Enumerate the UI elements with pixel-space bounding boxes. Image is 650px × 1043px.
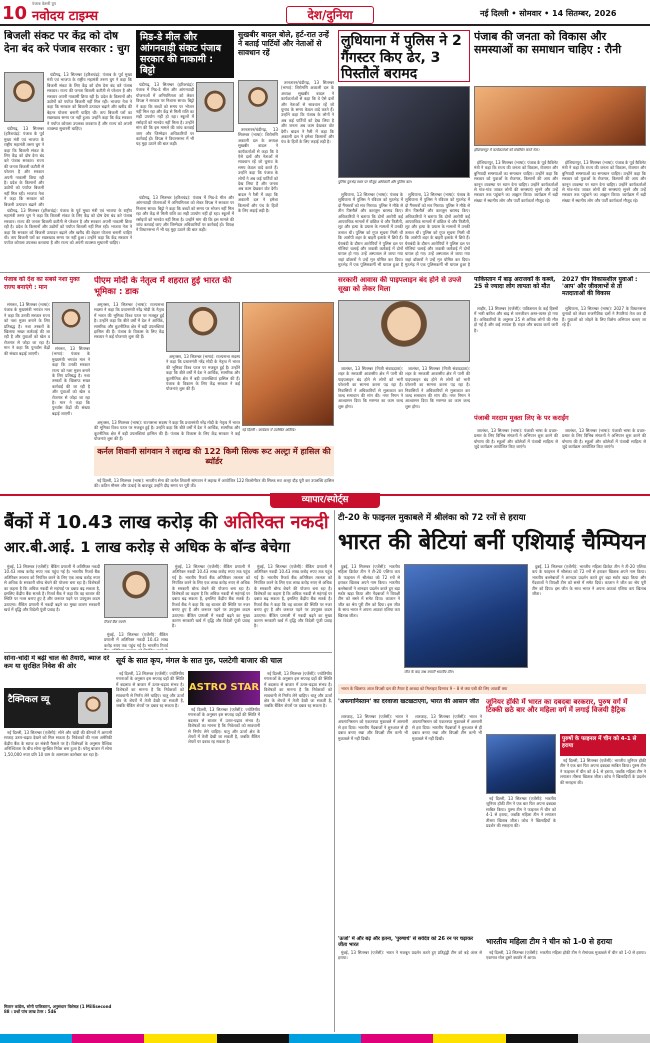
headline-astrology: सूर्य के सात कृप, मंगल के सात गुरु, पलटेगी बाजार की चाल	[116, 656, 283, 665]
hockey-final-box: पुरुषों के फाइनल में चीन को 4-1 से हराया	[560, 734, 646, 756]
article-women-hockey: नई दिल्ली, 13 सितम्बर (एजेंसी): भारतीय महिला हॉकी टीम ने रोमांचक मुकाबले में चीन को 1-0 से हराया। एकमात्र गोल दूसरे क्वार्टर में आया।	[486, 950, 646, 961]
technical-view-title: टैक्निकल व्यू	[8, 695, 50, 705]
print-color-bar	[0, 1034, 650, 1043]
divider	[4, 652, 332, 653]
article-pakistan-flood: लाहौर, 13 सितम्बर (एजेंसी): पाकिस्तान के कई हिस्सों में भारी बारिश और बाढ़ से जनजीवन अस्त-व्यस्त हो गया है। अधिकारियों के अनुसार 25 से अधिक लोगों की मौत हो गई है और कई लापता हैं। राहत और बचाव कार्य जारी है।	[474, 306, 558, 333]
headline-punjabi: पंजाबी मरदाम मुक्ता लिए के पर कराईंग	[474, 414, 569, 422]
headline-drug-free: पंजाब को देश का सबसे नशा मुक्त राज्य बनाएंगे : मान	[4, 276, 80, 291]
photo-encounter-site	[338, 86, 470, 178]
headline-junior-hockey: जूनियर हॉकी में भारत का दबदबा बरकरार, पुरुष वर्ग में टिक्की छठे बार और महिला वर्ग में लगाई विजयी हैट्रिक	[486, 698, 628, 715]
article-rbi-cont4: मुंबई, 13 सितम्बर (एजेंसी): बैंकिंग प्रणाली में अतिरिक्त नकदी 10.43 लाख करोड़ रुपए तक पहुंच गई है। भारतीय रिजर्व बैंक अतिरिक्त तरलता को नियंत्रित करने के लिए एक लाख करोड़ रुपए से अधिक के सरकारी बॉन्ड बेचने की योजना बना रहा है। विशेषज्ञों का कहना है कि अधिक नकदी से महंगाई पर दबाव बढ़ सकता है, इसलिए केंद्रीय बैंक सतर्क है। रिजर्व बैंक ने कहा कि वह बाजार की स्थिति पर नजर बनाए हुए है और जरूरत पड़ने पर उपयुक्त कदम उठाएगा। बैंकिंग प्रणाली में नकदी बढ़ने का मुख्य कारण सरकारी खर्च में वृद्धि और विदेशी पूंजी प्रवाह है।	[254, 564, 332, 629]
color-swatch	[433, 1034, 505, 1043]
news-ticker: भारत के खिलाफ आज विपक्षी दल की तैयार है आबदा को मिलाइए दिनराव 9 – 8 से क्या एबी की लिए आठवीं क्या	[338, 684, 646, 694]
article-modi: अमृतसर, 13 सितम्बर (भाषा): राज्यसभा सदस्य ने कहा कि प्रधानमंत्री नरेंद्र मोदी के नेतृत्व में भारत की भूमिका विश्व पटल पर मजबूत हुई है। उन्होंने कहा कि बीते वर्षों में देश ने आर्थिक, सामरिक और कूटनीतिक क्षेत्र में बड़ी उपलब्धियां हासिल की हैं। पंजाब के विकास के लिए केंद्र सरकार ने कई योजनाएं शुरू की हैं।	[94, 302, 164, 340]
photo-rally	[474, 86, 646, 146]
caption-encounter: पुलिस मुठभेड़ स्थल पर मौजूद अधिकारी और पुलिस बल।	[338, 180, 412, 184]
portrait-analyst	[78, 692, 108, 724]
divider	[0, 272, 650, 273]
article-encounter: लुधियाना, 13 सितम्बर (भाषा): पंजाब के लुधियाना में पुलिस ने रविवार को मुठभेड़ में दो गैंगस्टरों को मार गिराया। पुलिस ने मौके से तीन पिस्तौलें और कारतूस बरामद किए। अधिकारियों ने बताया कि दोनों आरोपी कई आपराधिक मामलों में वांछित थे और फिरौती, लूट और हत्या के प्रयास के मामलों में उनकी तलाश थी। पुलिस को गुप्त सूचना मिली थी कि आरोपी शहर के बाहरी इलाके में छिपे हैं। घेराबंदी के दौरान आरोपियों ने पुलिस दल पर गोलियां चलाईं और जवाबी कार्रवाई में दोनों घायल हो गए। उन्हें अस्पताल ले जाया गया जहां डॉक्टरों ने उन्हें मृत घोषित कर दिया। मुठभेड़ में एक पुलिसकर्मी भी घायल हुआ है	[338, 192, 403, 268]
article-asia-cup: दुबई, 13 सितम्बर (एजेंसी): भारतीय महिला क्रिकेट टीम ने टी-20 एशिया कप के फाइनल में श्रीलंका को 72 रनों से हराकर खिताब अपने नाम किया। भारतीय बल्लेबाजों ने शानदार प्रदर्शन करते हुए बड़ा स्कोर खड़ा किया और गेंदबाजों ने विपक्षी टीम को सस्ते में समेट दिया। कप्तान ने जीत का श्रेय पूरी टीम को दिया। इस जीत के साथ भारत ने अपना आठवां एशिया कप खिताब जीता।	[338, 564, 400, 618]
color-swatch	[289, 1034, 361, 1043]
dateline: नई दिल्ली • सोमवार • 14 सितम्बर, 2026	[480, 9, 617, 18]
article-afghanistan-cont: शारजाह, 13 सितम्बर (एजेंसी): भारत ने अफगानिस्तान को एकतरफा मुकाबले में आसानी से हरा दिया। भारतीय गेंदबाजों ने शुरुआत से ही दबाव बनाए रखा और विपक्षी टीम कभी भी मुकाबले में नहीं दिखी।	[412, 714, 482, 741]
headline-development: पंजाब की जनता को विकास और समस्याओं का समाधान चाहिए : रौनी	[474, 30, 622, 56]
page-number: 10	[2, 3, 28, 24]
headline-gold: सोना-चांदी में बढ़ी चाल की तैयारी, ब्याज दरें कम या सुरक्षित निवेश की ओर	[4, 655, 110, 670]
article-rbi: मुंबई, 13 सितम्बर (एजेंसी): बैंकिंग प्रणाली में अतिरिक्त नकदी 10.43 लाख करोड़ रुपए तक पहुंच गई है। भारतीय रिजर्व बैंक अतिरिक्त तरलता को नियंत्रित करने के लिए एक लाख करोड़ रुपए से अधिक के सरकारी बॉन्ड बेचने की योजना बना रहा है। विशेषज्ञों का कहना है कि अधिक नकदी से महंगाई पर दबाव बढ़ सकता है, इसलिए केंद्रीय बैंक सतर्क है। रिजर्व बैंक ने कहा कि वह बाजार की स्थिति पर नजर बनाए हुए है और जरूरत पड़ने पर उपयुक्त कदम उठाएगा। बैंकिंग प्रणाली में नकदी बढ़ने का मुख्य कारण सरकारी खर्च में वृद्धि और विदेशी पूंजी प्रवाह है।	[4, 564, 100, 613]
article-gold: नई दिल्ली, 13 सितम्बर (एजेंसी): सोने और चांदी की कीमतों में आगामी सप्ताह उतार-चढ़ाव देखने को मिल सकता है। निवेशकों की नजर अमेरिकी केंद्रीय बैंक के ब्याज दर संबंधी फैसले पर है। विशेषज्ञों के अनुसार वैश्विक अनिश्चितता के बीच सोना सुरक्षित निवेश बना हुआ है। घरेलू बाजार में सोना 1,50,000 रुपए प्रति 10 ग्राम के आसपास कारोबार कर रहा है।	[4, 730, 112, 757]
headline-bank-liquidity	[4, 512, 332, 536]
article-bottom-cricket: मुंबई, 13 सितम्बर (एजेंसी): भारत ने मजबूत प्रदर्शन करते हुए प्रतिद्वंद्वी टीम को बड़े अंतर से हराया।	[338, 950, 482, 961]
caption-event: नई दिल्ली : कार्यक्रम में उपस्थित अतिथि।	[242, 428, 296, 432]
portrait-bitto	[196, 82, 234, 132]
headline-pipeline: सरकारी आवास की पाइपलाइन बंद होने से उपजे सूखा को लेकर मिला	[338, 276, 462, 293]
headline-power-crisis: बिजली संकट पर केंद्र को दोष देना बंद करे पंजाब सरकार : चुग	[4, 30, 130, 55]
headline-colonel: कर्नल शिवानी सांगवान ने लद्दाख की 122 किमी सिल्क रूट अल्ट्रा में हासिल की ब्यॉर्डर	[94, 446, 334, 476]
article-midday-meal: चंडीगढ़, 13 सितम्बर (हरिशचंद्र): पंजाब में मिड-डे मील और आंगनवाड़ी योजनाओं में अनियमितता को लेकर विपक्ष ने सरकार पर निशाना साधा। बिट्टो ने कहा कि बच्चों को समय पर भोजन नहीं मिल रहा और केंद्र से मिली राशि का सही उपयोग नहीं हो रहा। स्कूलों में रसोइयों को मानदेय नहीं मिला है। उन्होंने मांग की कि इस मामले की जांच करवाई जाए और जिम्मेदार अधिकारियों पर कार्रवाई हो। विपक्ष ने विधानसभा में भी यह मुद्दा उठाने की बात कही।	[136, 82, 194, 147]
article-drug-free: संगरूर, 13 सितम्बर (भाषा): पंजाब के मुख्यमंत्री भगवंत मान ने कहा कि उनकी सरकार राज्य को नशा मुक्त बनाने के लिए प्रतिबद्ध है। नशा तस्करों के खिलाफ सख्त कार्रवाई की जा रही है और युवाओं को खेल व रोजगार से जोड़ा जा रहा है। मान ने कहा कि पुनर्वास केंद्रों की संख्या बढ़ाई जाएगी।	[4, 302, 50, 356]
article-rbi-cont2: मुंबई, 13 सितम्बर (एजेंसी): बैंकिंग प्रणाली में अतिरिक्त नकदी 10.43 लाख करोड़ रुपए तक पहुंच गई है। भारतीय रिजर्व	[104, 632, 168, 648]
newspaper-brand: नवोदय टाइम्स	[32, 9, 99, 24]
headline-2027: 2027 चीन विकासशील युवाओं : 'आप' और जीवलाभों से तो मतदाताओं की विकास	[562, 276, 638, 298]
headline-rbi-bonds: आर.बी.आई. 1 लाख करोड़ से अधिक के बॉन्ड बेचेगा	[4, 540, 290, 556]
article-asia-cup-cont: दुबई, 13 सितम्बर (एजेंसी): भारतीय महिला क्रिकेट टीम ने टी-20 एशिया कप के फाइनल में श्रीलंका को 72 रनों से हराकर खिताब अपने नाम किया। भारतीय बल्लेबाजों ने शानदार प्रदर्शन करते हुए बड़ा स्कोर खड़ा किया और गेंदबाजों ने विपक्षी टीम को सस्ते में समेट दिया। कप्तान ने जीत का श्रेय पूरी टीम को दिया। इस जीत के साथ भारत ने अपना आठवां एशिया कप खिताब जीता।	[532, 564, 646, 597]
article-midday-meal-cont: चंडीगढ़, 13 सितम्बर (हरिशचंद्र): पंजाब में मिड-डे मील और आंगनवाड़ी योजनाओं में अनियमितता को लेकर विपक्ष ने सरकार पर निशाना साधा। बिट्टो ने कहा कि बच्चों को समय पर भोजन नहीं मिल रहा और केंद्र से मिली राशि का सही उपयोग नहीं हो रहा। स्कूलों में रसोइयों को मानदेय नहीं मिला है। उन्होंने मांग की कि इस मामले की जांच करवाई जाए और जिम्मेदार अधिकारियों पर कार्रवाई हो। विपक्ष ने विधानसभा में भी यह मुद्दा उठाने की बात कही।	[136, 195, 234, 233]
article-power-crisis-tail: चंडीगढ़, 13 सितम्बर (हरिशचंद्र): पंजाब के पूर्व मुख्य मंत्री एवं भाजपा के राष्ट्रीय महामंत्री तरुण चुग ने कहा कि बिजली संकट के लिए केंद्र को दोष देना बंद करे पंजाब सरकार। राज्य की जनता बिजली कटौती से परेशान है और सरकार अपनी नाकामी छिपा रही है। प्रदेश के किसानों और उद्योगों को पर्याप्त बिजली नहीं मिल रही। भाजपा नेता ने कहा कि सरकार को बिजली उत्पादन बढ़ाने और खरीद की बेहतर योजना बनानी चाहिए थी। ताप बिजली घरों का रखरखाव समय पर नहीं हुआ। उन्होंने कहा कि केंद्र सरकार ने पर्याप्त कोयला उपलब्ध करवाया है और राज्य को अपनी व्यवस्था सुधारनी चाहिए।	[4, 208, 132, 246]
headline-modi: पीएम मोदी के नेतृत्व में शहरात हुई भारत की भूमिका : डाक	[94, 276, 232, 297]
astro-star-badge: ASTRO STAR	[188, 671, 260, 705]
article-development: होशियारपुर, 13 सितम्बर (भाषा): पंजाब के पूर्व कैबिनेट मंत्री ने कहा कि राज्य की जनता को विकास, रोजगार और बुनियादी समस्याओं का समाधान चाहिए। उन्होंने कहा कि सरकार को युवाओं के रोजगार, किसानों की आय और कानून व्यवस्था पर ध्यान देना चाहिए। उन्होंने कार्यकर्ताओं से गांव-गांव जाकर लोगों की समस्याएं सुनने और उन्हें सरकार तक पहुंचाने का आह्वान किया। कार्यक्रम में बड़ी संख्या में स्थानीय लोग और पार्टी कार्यकर्ता मौजूद रहे।	[474, 160, 558, 203]
article-2027: लुधियाना, 13 सितम्बर (भाषा): 2027 के विधानसभा चुनावों को लेकर राजनीतिक दलों ने तैयारियां तेज कर दी हैं। युवाओं को जोड़ने के लिए विशेष अभियान चलाए जा रहे हैं।	[562, 306, 646, 328]
caption-rally: होशियारपुर में कार्यकर्ताओं को संबोधित करते नेता।	[474, 148, 540, 152]
photo-event	[242, 302, 334, 426]
portrait-speaker	[166, 302, 240, 352]
article-modi-tail: अमृतसर, 13 सितम्बर (भाषा): राज्यसभा सदस्य ने कहा कि प्रधानमंत्री नरेंद्र मोदी के नेतृत्व में भारत की भूमिका विश्व पटल पर मजबूत हुई है। उन्होंने कहा कि बीते वर्षों में देश ने आर्थिक, सामरिक और कूटनीतिक क्षेत्र में बड़ी उपलब्धियां हासिल की हैं। पंजाब के विकास के लिए केंद्र सरकार ने कई योजनाएं शुरू की हैं।	[94, 420, 240, 442]
headline-asia-champions: भारत की बेटियां बनीं एशियाई चैम्पियन	[338, 530, 646, 555]
article-hockey-cont: नई दिल्ली, 13 सितम्बर (एजेंसी): भारतीय जूनियर हॉकी टीम ने एक बार फिर अपना दबदबा साबित किया। पुरुष टीम ने फाइनल में चीन को 4-1 से हराया, जबकि महिला टीम ने लगातार तीसरा खिताब जीता। कोच ने खिलाड़ियों के प्रदर्शन की सराहना की।	[486, 796, 556, 829]
article-astrology-cont2: नई दिल्ली, 13 सितम्बर (एजेंसी): ज्योतिषीय गणनाओं के अनुसार इस सप्ताह ग्रहों की स्थिति में बदलाव से बाजार में उतार-चढ़ाव संभव है। विशेषज्ञों का मानना है कि निवेशकों को सावधानी से निर्णय लेने चाहिए। धातु और ऊर्जा क्षेत्र के शेयरों में तेजी देखी जा सकती है, जबकि बैंकिंग शेयरों पर दबाव रह सकता है।	[264, 671, 332, 709]
headline-bank-liquidity-main: बैंकों में 10.43 लाख करोड़ की	[4, 512, 218, 533]
headline-ludhiana-encounter: लुधियाना में पुलिस ने 2 गैंगस्टर किए ढेर, 3 पिस्तौलें बरामद	[338, 30, 470, 82]
color-swatch	[144, 1034, 216, 1043]
headline-bottom-cricket: 'ऊर्जा' में और बढ़े और इतना, 'पुरुषार्थ' से सर्वदेव को 26 रन पर चढ़ाकर जीता भारत	[338, 936, 474, 948]
article-development-cont: होशियारपुर, 13 सितम्बर (भाषा): पंजाब के पूर्व कैबिनेट मंत्री ने कहा कि राज्य की जनता को विकास, रोजगार और बुनियादी समस्याओं का समाधान चाहिए। उन्होंने कहा कि सरकार को युवाओं के रोजगार, किसानों की आय और कानून व्यवस्था पर ध्यान देना चाहिए। उन्होंने कार्यकर्ताओं से गांव-गांव जाकर लोगों की समस्याएं सुनने और उन्हें सरकार तक पहुंचाने का आह्वान किया। कार्यक्रम में बड़ी संख्या में स्थानीय लोग और पार्टी कार्यकर्ता मौजूद रहे।	[562, 160, 646, 203]
article-astrology: नई दिल्ली, 13 सितम्बर (एजेंसी): ज्योतिषीय गणनाओं के अनुसार इस सप्ताह ग्रहों की स्थिति में बदलाव से बाजार में उतार-चढ़ाव संभव है। विशेषज्ञों का मानना है कि निवेशकों को सावधानी से निर्णय लेने चाहिए। धातु और ऊर्जा क्षेत्र के शेयरों में तेजी देखी जा सकती है, जबकि बैंकिंग शेयरों पर दबाव रह सकता है।	[116, 671, 184, 709]
headline-badal: सुखबीर बादल बोले, हर्ट-रात उन्हें ने बताई पार्टियों और नेताओं से सावधान रहें	[238, 30, 329, 58]
article-punjabi-cont: जालंधर, 13 सितम्बर (भाषा): पंजाबी भाषा के प्रचार-प्रसार के लिए विभिन्न संगठनों ने अभियान शुरू करने की घोषणा की है। स्कूलों और कॉलेजों में पंजाबी साहित्य से जुड़े कार्यक्रम आयोजित किए जाएंगे।	[562, 428, 646, 450]
headline-afghanistan: 'अफगानिस्तान' का दरवाजा खटखटाएगा, भारत की आसान जीत	[338, 698, 479, 705]
article-badal-cont: तरनतारन/चंडीगढ़, 13 सितम्बर (भाषा): शिरोमणि अकाली दल के अध्यक्ष सुखबीर बादल ने कार्यकर्ताओं से कहा कि वे ऐसे दलों और नेताओं से सावधान रहें जो चुनाव के समय केवल वादे करते हैं। उन्होंने कहा कि पंजाब के लोगों ने अब कई पार्टियों को देख लिया है और जनता अब काम देखकर वोट देगी। बादल ने रैली में कहा कि अकाली दल ने हमेशा किसानों और पंथ के हितों के लिए लड़ाई लड़ी है।	[238, 127, 278, 214]
photo-hockey	[486, 734, 556, 794]
article-pipeline: जालंधर, 13 सितम्बर (निजी संवाददाता): शहर के सरकारी आवासीय क्षेत्र में पानी की पाइपलाइन बंद होने से लोगों को भारी परेशानी का सामना करना पड़ रहा है। निवासियों ने अधिकारियों से मुलाकात कर जल्द समाधान की मांग की। नगर निगम ने आश्वासन दिया कि मरम्मत का काम जल्द शुरू होगा।	[338, 366, 403, 409]
section-tab-business: व्यापार/स्पोर्ट्स	[270, 493, 380, 508]
article-drug-free-cont: संगरूर, 13 सितम्बर (भाषा): पंजाब के मुख्यमंत्री भगवंत मान ने कहा कि उनकी सरकार राज्य को नशा मुक्त बनाने के लिए प्रतिबद्ध है। नशा तस्करों के खिलाफ सख्त कार्रवाई की जा रही है और युवाओं को खेल व रोजगार से जोड़ा जा रहा है। मान ने कहा कि पुनर्वास केंद्रों की संख्या बढ़ाई जाएगी।	[52, 346, 90, 416]
photo-leaders	[338, 300, 470, 362]
article-colonel: नई दिल्ली, 13 सितम्बर (भाषा): भारतीय सेना की कर्नल शिवानी सांगवान ने लद्दाख में आयोजित 122 किलोमीटर की सिल्क रूट अल्ट्रा दौड़ पूरी कर उपलब्धि हासिल की। कठिन मौसम और ऊंचाई के बावजूद उन्होंने दौड़ समय पर पूरी की।	[94, 478, 334, 489]
portrait-chug	[4, 72, 44, 122]
headline-women-hockey: भारतीय महिला टीम ने चीन को 1-0 से हराया	[486, 937, 613, 946]
color-swatch	[578, 1034, 650, 1043]
article-badal: तरनतारन/चंडीगढ़, 13 सितम्बर (भाषा): शिरोमणि अकाली दल के अध्यक्ष सुखबीर बादल ने कार्यकर्ताओं से कहा कि वे ऐसे दलों और नेताओं से सावधान रहें जो चुनाव के समय केवल वादे करते हैं। उन्होंने कहा कि पंजाब के लोगों ने अब कई पार्टियों को देख लिया है और जनता अब काम देखकर वोट देगी। बादल ने रैली में कहा कि अकाली दल ने हमेशा किसानों और पंथ के हितों के लिए लड़ाई लड़ी है।	[281, 80, 334, 145]
article-astrology-cont: नई दिल्ली, 13 सितम्बर (एजेंसी): ज्योतिषीय गणनाओं के अनुसार इस सप्ताह ग्रहों की स्थिति में बदलाव से बाजार में उतार-चढ़ाव संभव है। विशेषज्ञों का मानना है कि निवेशकों को सावधानी से निर्णय लेने चाहिए। धातु और ऊर्जा क्षेत्र के शेयरों में तेजी देखी जा सकती है, जबकि बैंकिंग शेयरों पर दबाव रह सकता है।	[188, 707, 260, 745]
color-swatch	[72, 1034, 144, 1043]
portrait-mann	[52, 302, 90, 344]
caption-team: जीत के बाद जश्न मनाती भारतीय टीम।	[404, 670, 454, 674]
portrait-rbi-governor	[104, 564, 168, 618]
section-title: देश/दुनिया	[286, 6, 374, 24]
brand-tagline: पंजाब केसरी ग्रुप	[32, 1, 57, 6]
gold-footer: मिलान कांग्रेस, सोनी पाकिस्तान, अनुसंधान विशेषज्ञ (1 Millisecond 88 । प्रश्नों पांच लाख टेलर : 546	[4, 1004, 112, 1015]
article-punjabi: जालंधर, 13 सितम्बर (भाषा): पंजाबी भाषा के प्रचार-प्रसार के लिए विभिन्न संगठनों ने अभियान शुरू करने की घोषणा की है। स्कूलों और कॉलेजों में पंजाबी साहित्य से जुड़े कार्यक्रम आयोजित किए जाएंगे।	[474, 428, 558, 450]
headline-bank-liquidity-highlight: अतिरिक्त नकदी	[223, 512, 329, 533]
article-hockey: नई दिल्ली, 13 सितम्बर (एजेंसी): भारतीय जूनियर हॉकी टीम ने एक बार फिर अपना दबदबा साबित किया। पुरुष टीम ने फाइनल में चीन को 4-1 से हराया, जबकि महिला टीम ने लगातार तीसरा खिताब जीता। कोच ने खिलाड़ियों के प्रदर्शन की सराहना की।	[560, 758, 646, 785]
color-swatch	[0, 1034, 72, 1043]
photo-team-celebration	[404, 564, 528, 668]
article-power-crisis-cont: चंडीगढ़, 13 सितम्बर (हरिशचंद्र): पंजाब के पूर्व मुख्य मंत्री एवं भाजपा के राष्ट्रीय महामंत्री तरुण चुग ने कहा कि बिजली संकट के लिए केंद्र को दोष देना बंद करे पंजाब सरकार। राज्य की जनता बिजली कटौती से परेशान है और सरकार अपनी नाकामी छिपा रही है। प्रदेश के किसानों और उद्योगों को पर्याप्त बिजली नहीं मिल रही। भाजपा नेता ने कहा कि सरकार को बिजली उत्पादन बढ़ाने और	[4, 126, 44, 206]
headline-midday-meal: मिड-डे मील और आंगनवाड़ी संकट पंजाब सरकार की नाकामी : बिट्टो	[136, 30, 234, 78]
technical-view-box	[4, 688, 112, 728]
color-swatch	[361, 1034, 433, 1043]
article-power-crisis: चंडीगढ़, 13 सितम्बर (हरिशचंद्र): पंजाब के पूर्व मुख्य मंत्री एवं भाजपा के राष्ट्रीय महामंत्री तरुण चुग ने कहा कि बिजली संकट के लिए केंद्र को दोष देना बंद करे पंजाब सरकार। राज्य की जनता बिजली कटौती से परेशान है और सरकार अपनी नाकामी छिपा रही है। प्रदेश के किसानों और उद्योगों को पर्याप्त बिजली नहीं मिल रही। भाजपा नेता ने कहा कि सरकार को बिजली उत्पादन बढ़ाने और खरीद की बेहतर योजना बनानी चाहिए थी। ताप बिजली घरों का रखरखाव समय पर नहीं हुआ। उन्होंने कहा कि केंद्र सरकार ने पर्याप्त कोयला उपलब्ध करवाया है और राज्य को अपनी व्यवस्था सुधारनी चाहिए।	[47, 72, 132, 132]
article-modi-cont: अमृतसर, 13 सितम्बर (भाषा): राज्यसभा सदस्य ने कहा कि प्रधानमंत्री नरेंद्र मोदी के नेतृत्व में भारत की भूमिका विश्व पटल पर मजबूत हुई है। उन्होंने कहा कि बीते वर्षों में देश ने आर्थिक, सामरिक और कूटनीतिक क्षेत्र में बड़ी उपलब्धियां हासिल की हैं। पंजाब के विकास के लिए केंद्र सरकार ने कई योजनाएं शुरू की हैं।	[166, 354, 240, 392]
article-pipeline-cont: जालंधर, 13 सितम्बर (निजी संवाददाता): शहर के सरकारी आवासीय क्षेत्र में पानी की पाइपलाइन बंद होने से लोगों को भारी परेशानी का सामना करना पड़ रहा है। निवासियों ने अधिकारियों से मुलाकात कर जल्द समाधान की मांग की। नगर निगम ने आश्वासन दिया कि मरम्मत का काम जल्द शुरू होगा।	[405, 366, 470, 409]
headline-pakistan-flood: पाकिस्तान में बाढ़ अराजकों के कब्जे, 25 से ज्यादा लोग लापता को मौत	[474, 276, 556, 291]
caption-rbi-governor: रिजर्व बैंक गवर्नर	[104, 620, 126, 624]
article-rbi-cont3: मुंबई, 13 सितम्बर (एजेंसी): बैंकिंग प्रणाली में अतिरिक्त नकदी 10.43 लाख करोड़ रुपए तक पहुंच गई है। भारतीय रिजर्व बैंक अतिरिक्त तरलता को नियंत्रित करने के लिए एक लाख करोड़ रुपए से अधिक के सरकारी बॉन्ड बेचने की योजना बना रहा है। विशेषज्ञों का कहना है कि अधिक नकदी से महंगाई पर दबाव बढ़ सकता है, इसलिए केंद्रीय बैंक सतर्क है। रिजर्व बैंक ने कहा कि वह बाजार की स्थिति पर नजर बनाए हुए है और जरूरत पड़ने पर उपयुक्त कदम उठाएगा। बैंकिंग प्रणाली में नकदी बढ़ने का मुख्य कारण सरकारी खर्च में वृद्धि और विदेशी पूंजी प्रवाह है।	[172, 564, 250, 629]
article-encounter-cont: लुधियाना, 13 सितम्बर (भाषा): पंजाब के लुधियाना में पुलिस ने रविवार को मुठभेड़ में दो गैंगस्टरों को मार गिराया। पुलिस ने मौके से तीन पिस्तौलें और कारतूस बरामद किए। अधिकारियों ने बताया कि दोनों आरोपी कई आपराधिक मामलों में वांछित थे और फिरौती, लूट और हत्या के प्रयास के मामलों में उनकी तलाश थी। पुलिस को गुप्त सूचना मिली थी कि आरोपी शहर के बाहरी इलाके में छिपे हैं। घेराबंदी के दौरान आरोपियों ने पुलिस दल पर गोलियां चलाईं और जवाबी कार्रवाई में दोनों घायल हो गए। उन्हें अस्पताल ले जाया गया जहां डॉक्टरों ने उन्हें मृत घोषित कर दिया। मुठभेड़ में एक पुलिसकर्मी भी घायल हुआ है	[405, 192, 470, 268]
kicker-sports: टी-20 के फाइनल मुकाबले में श्रीलंका को 72 रनों से हराया	[338, 513, 526, 523]
article-afghanistan: शारजाह, 13 सितम्बर (एजेंसी): भारत ने अफगानिस्तान को एकतरफा मुकाबले में आसानी से हरा दिया। भारतीय गेंदबाजों ने शुरुआत से ही दबाव बनाए रखा और विपक्षी टीम कभी भी मुकाबले में नहीं दिखी।	[338, 714, 408, 741]
color-swatch	[506, 1034, 578, 1043]
column-divider	[334, 510, 335, 1032]
color-swatch	[217, 1034, 289, 1043]
portrait-badal	[238, 80, 278, 124]
